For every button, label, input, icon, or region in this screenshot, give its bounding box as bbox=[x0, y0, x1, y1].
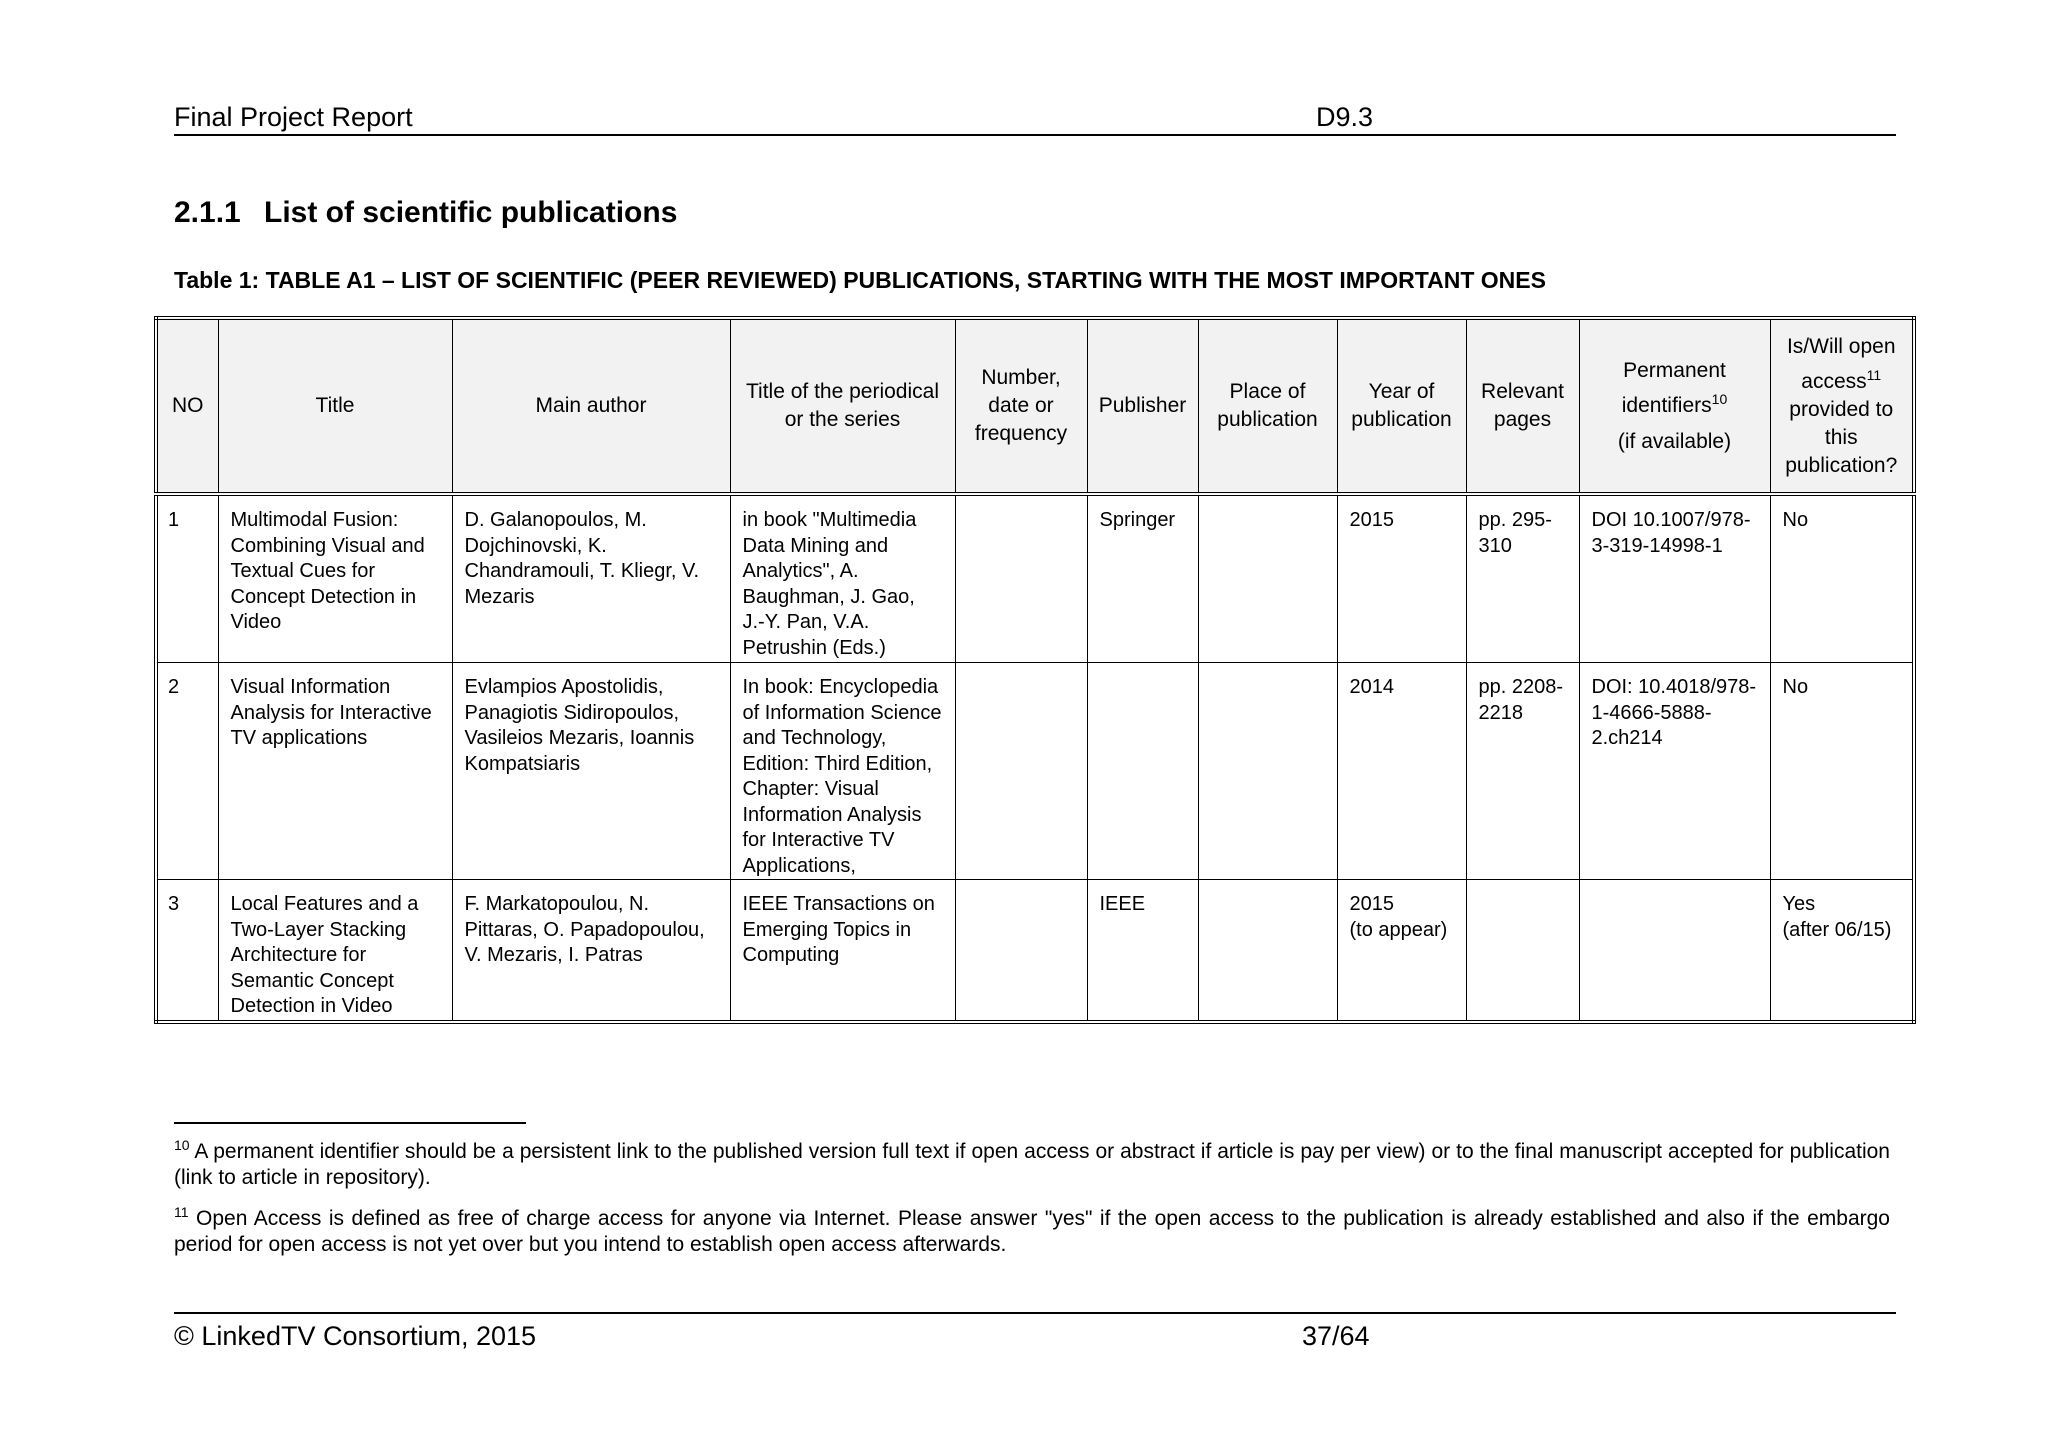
header-pages: Relevant pages bbox=[1466, 318, 1579, 494]
header-place: Place of publication bbox=[1198, 318, 1337, 494]
header-no: NO bbox=[156, 318, 218, 494]
cell-publisher bbox=[1087, 663, 1198, 880]
cell-open-access bbox=[1770, 880, 1914, 1022]
cell-open-access-value: No bbox=[1782, 509, 1809, 531]
header-open-access-label-cont: provided to this publication? bbox=[1785, 397, 1898, 477]
footnote-number: 10 bbox=[174, 1137, 190, 1153]
cell-pages bbox=[1466, 880, 1579, 1022]
cell-open-access-value: Yes bbox=[1782, 893, 1816, 915]
cell-year-note: (to appear) bbox=[1349, 918, 1448, 941]
cell-open-access bbox=[1770, 663, 1914, 880]
cell-number bbox=[955, 663, 1087, 880]
cell-year-value: 2015 bbox=[1349, 893, 1394, 915]
cell-pages: pp. 295-310 bbox=[1466, 494, 1579, 663]
cell-open-access bbox=[1770, 494, 1914, 663]
footnote-number: 11 bbox=[174, 1204, 189, 1220]
cell-publisher: Springer bbox=[1087, 494, 1198, 663]
cell-year-value: 2014 bbox=[1349, 676, 1394, 698]
section-title: List of scientific publications bbox=[264, 196, 678, 229]
cell-no: 1 bbox=[156, 494, 218, 663]
cell-main-author: F. Markatopoulou, N. Pittaras, O. Papadopoulou, V. Mezaris, I. Patras bbox=[452, 880, 730, 1022]
footnote-ref-11: 11 bbox=[1866, 366, 1882, 383]
footnote-ref-10: 10 bbox=[1711, 390, 1728, 407]
cell-no: 3 bbox=[156, 880, 218, 1022]
footnote-11 bbox=[174, 1199, 1890, 1258]
cell-number bbox=[955, 880, 1087, 1022]
table-header-row bbox=[156, 318, 1914, 494]
header-identifiers bbox=[1579, 318, 1770, 494]
footnote-10 bbox=[174, 1132, 1890, 1191]
cell-main-author: D. Galanopoulos, M. Dojchinovski, K. Chandramouli, T. Kliegr, V. Mezaris bbox=[452, 494, 730, 663]
cell-periodical: IEEE Transactions on Emerging Topics in Computing bbox=[730, 880, 955, 1022]
footnotes bbox=[174, 1132, 1890, 1266]
table-caption: Table 1: TABLE A1 – LIST OF SCIENTIFIC (PEER REVIEWED) PUBLICATIONS, STARTING WITH THE MOST IMPORTANT ONES bbox=[174, 267, 1546, 293]
cell-periodical: in book "Multimedia Data Mining and Analytics", A. Baughman, J. Gao, J.-Y. Pan, V.A. Petrushin (Eds.) bbox=[730, 494, 955, 663]
cell-year-value: 2015 bbox=[1349, 509, 1394, 531]
cell-identifiers bbox=[1579, 880, 1770, 1022]
cell-identifiers: DOI 10.1007/978-3-319-14998-1 bbox=[1579, 494, 1770, 663]
table-row bbox=[156, 880, 1914, 1022]
cell-place bbox=[1198, 663, 1337, 880]
table-row bbox=[156, 494, 1914, 663]
cell-place bbox=[1198, 494, 1337, 663]
header-open-access-label: Is/Will open access bbox=[1786, 334, 1896, 393]
header-title: Final Project Report bbox=[174, 102, 413, 132]
table-row bbox=[156, 663, 1914, 880]
cell-number bbox=[955, 494, 1087, 663]
cell-publisher: IEEE bbox=[1087, 880, 1198, 1022]
footnote-separator bbox=[174, 1122, 526, 1124]
header-open-access bbox=[1770, 318, 1914, 494]
page-number: 37/64 bbox=[1302, 1321, 1370, 1351]
publications-table bbox=[154, 316, 1916, 1024]
cell-periodical: In book: Encyclopedia of Information Science and Technology, Edition: Third Edition, Chapter: Visual Information Analysis for Interactive TV Applications, bbox=[730, 663, 955, 880]
cell-place bbox=[1198, 880, 1337, 1022]
header-deliverable-id: D9.3 bbox=[1316, 102, 1374, 132]
cell-main-author: Evlampios Apostolidis, Panagiotis Sidiropoulos, Vasileios Mezaris, Ioannis Kompatsiaris bbox=[452, 663, 730, 880]
cell-title: Local Features and a Two-Layer Stacking Architecture for Semantic Concept Detection in Video bbox=[218, 880, 452, 1022]
header-publisher: Publisher bbox=[1087, 318, 1198, 494]
section-heading bbox=[174, 196, 677, 230]
footnote-text: A permanent identifier should be a persistent link to the published version full text if open access or abstract if article is pay per view) or to the final manuscript accepted for publication (link to article in repository). bbox=[174, 1140, 1890, 1189]
header-periodical: Title of the periodical or the series bbox=[730, 318, 955, 494]
cell-no: 2 bbox=[156, 663, 218, 880]
header-year: Year of publication bbox=[1337, 318, 1466, 494]
cell-open-access-note: (after 06/15) bbox=[1782, 918, 1892, 941]
cell-title: Multimodal Fusion: Combining Visual and Textual Cues for Concept Detection in Video bbox=[218, 494, 452, 663]
header-identifiers-label: Permanent identifiers bbox=[1621, 358, 1726, 417]
page-footer bbox=[174, 1312, 1896, 1351]
cell-open-access-value: No bbox=[1782, 676, 1809, 698]
cell-year bbox=[1337, 880, 1466, 1022]
header-title: Title bbox=[218, 318, 452, 494]
header-main-author: Main author bbox=[452, 318, 730, 494]
cell-title: Visual Information Analysis for Interactive TV applications bbox=[218, 663, 452, 880]
cell-year bbox=[1337, 494, 1466, 663]
footnote-text: Open Access is defined as free of charge access for anyone via Internet. Please answer "yes" if the open access to the publication is already established and also if the embargo period for open access is not yet over but you intend to establish open access afterwards. bbox=[174, 1207, 1890, 1256]
section-number: 2.1.1 bbox=[174, 196, 241, 229]
header-identifiers-note: (if available) bbox=[1617, 429, 1732, 453]
cell-identifiers: DOI: 10.4018/978-1-4666-5888-2.ch214 bbox=[1579, 663, 1770, 880]
page-header bbox=[174, 100, 1896, 136]
footer-copyright: © LinkedTV Consortium, 2015 bbox=[174, 1321, 537, 1351]
header-number: Number, date or frequency bbox=[955, 318, 1087, 494]
cell-year bbox=[1337, 663, 1466, 880]
cell-pages: pp. 2208-2218 bbox=[1466, 663, 1579, 880]
